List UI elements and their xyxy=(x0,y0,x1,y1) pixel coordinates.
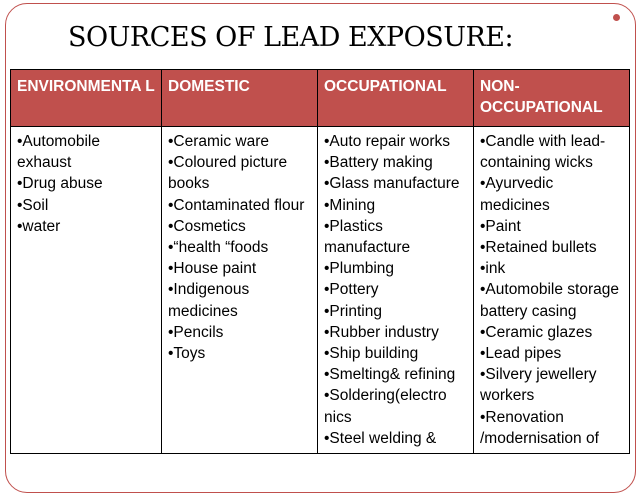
list-item: •Retained bullets xyxy=(480,239,597,257)
corner-dot xyxy=(613,14,620,21)
list-item: •ink xyxy=(480,260,506,278)
list-item: •Auto repair works xyxy=(324,133,451,150)
list-item: •Steel welding & xyxy=(324,429,437,447)
list-item: •Ship building xyxy=(324,345,419,363)
list-item: •Candle with lead-containing wicks xyxy=(480,133,606,172)
domestic-cell xyxy=(162,127,318,454)
list-item: •Plumbing xyxy=(324,260,395,278)
slide-title: SOURCES OF LEAD EXPOSURE: xyxy=(68,22,514,53)
list-item: •Smelting& refining xyxy=(324,366,456,384)
header-environmental: ENVIRONMENTA L xyxy=(11,70,162,127)
list-item: •“health “foods xyxy=(168,239,269,257)
list-item: •Glass manufacture xyxy=(324,175,460,193)
header-row xyxy=(11,70,630,127)
list-item: •Rubber industry xyxy=(324,323,439,341)
list-item: •Ceramic glazes xyxy=(480,323,593,341)
non-occupational-cell xyxy=(474,127,630,454)
occupational-cell xyxy=(318,127,474,454)
list-item: •Pottery xyxy=(324,281,379,299)
list-item: •Toys xyxy=(168,345,206,363)
list-item: •Battery making xyxy=(324,154,433,172)
list-item: •House paint xyxy=(168,260,257,278)
list-item: •Automobile exhaust xyxy=(17,133,100,172)
list-item: •Cosmetics xyxy=(168,217,246,235)
list-item: •Mining xyxy=(324,196,376,214)
header-occupational: OCCUPATIONAL xyxy=(318,70,474,127)
list-item: •Soldering(electro nics xyxy=(324,387,447,426)
list-item: /modernisation of xyxy=(480,429,599,447)
list-item: •water xyxy=(17,217,61,235)
list-item: •Printing xyxy=(324,302,382,320)
header-non-occupational: NON- OCCUPATIONAL xyxy=(474,70,630,127)
list-item: •Automobile storage battery casing xyxy=(480,281,619,320)
list-item: •Plastics manufacture xyxy=(324,217,411,257)
list-item: •Lead pipes xyxy=(480,345,562,363)
list-item: •Pencils xyxy=(168,323,224,341)
list-item: •Paint xyxy=(480,217,521,235)
table-row xyxy=(11,127,630,454)
header-domestic: DOMESTIC xyxy=(162,70,318,127)
lead-sources-table xyxy=(10,69,630,454)
list-item: •Ceramic ware xyxy=(168,133,270,150)
list-item: •Contaminated flour xyxy=(168,196,305,214)
list-item: •Indigenous medicines xyxy=(168,281,250,320)
list-item: •Silvery jewellery workers xyxy=(480,366,597,405)
list-item: •Coloured picture books xyxy=(168,154,288,193)
list-item: •Soil xyxy=(17,196,49,214)
list-item: •Drug abuse xyxy=(17,175,103,193)
environmental-cell xyxy=(11,127,162,454)
list-item: •Ayurvedic medicines xyxy=(480,175,554,214)
list-item: •Renovation xyxy=(480,408,564,426)
